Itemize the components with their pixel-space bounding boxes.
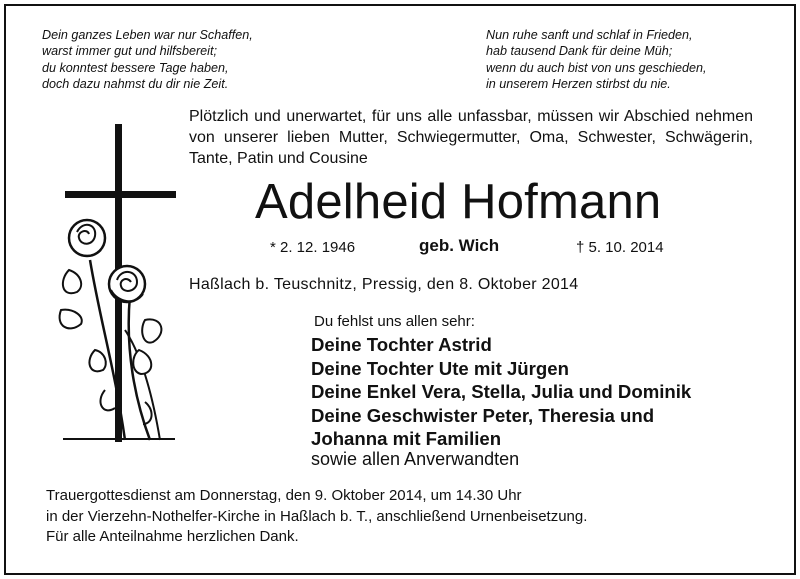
service-line: Trauergottesdienst am Donnerstag, den 9. Oktober 2014, um 14.30 Uhr: [46, 487, 522, 504]
poem-left: [42, 27, 253, 92]
mourner-line: Deine Tochter Ute mit Jürgen: [311, 357, 569, 379]
place-and-date: Haßlach b. Teuschnitz, Pressig, den 8. Oktober 2014: [189, 276, 579, 293]
death-date: † 5. 10. 2014: [576, 239, 664, 256]
poem-line: wenn du auch bist von uns geschieden,: [486, 60, 707, 75]
other-relatives: sowie allen Anverwandten: [311, 449, 520, 469]
poem-right: [486, 27, 707, 92]
poem-line: du konntest bessere Tage haben,: [42, 60, 229, 75]
thanks-line: Für alle Anteilnahme herzlichen Dank.: [46, 528, 299, 545]
service-line: in der Vierzehn-Nothelfer-Kirche in Haßlach b. T., anschließend Urnenbeisetzung.: [46, 507, 588, 525]
maiden-name: geb. Wich: [419, 236, 500, 255]
funeral-service-info: [46, 486, 587, 527]
poem-line: in unserem Herzen stirbst du nie.: [486, 76, 671, 91]
intro-text: Plötzlich und unerwartet, für uns alle unfassbar, müssen wir Abschied nehmen von unserer lieben Mutter, Schwiegermutter, Oma, Schwester, Schwägerin, Tante, Patin und Cousine: [189, 108, 753, 167]
mourner-line: Deine Tochter Astrid: [311, 334, 492, 355]
deceased-name: Adelheid Hofmann: [255, 175, 662, 229]
poem-line: Dein ganzes Leben war nur Schaffen,: [42, 28, 253, 42]
poem-line: Nun ruhe sanft und schlaf in Frieden,: [486, 28, 693, 42]
poem-line: hab tausend Dank für deine Müh;: [486, 44, 673, 59]
poem-line: doch dazu nahmst du dir nie Zeit.: [42, 76, 229, 91]
poem-line: warst immer gut und hilfsbereit;: [42, 44, 217, 59]
cross-with-roses-icon: [55, 120, 185, 455]
mourner-line: Deine Enkel Vera, Stella, Julia und Dominik: [311, 381, 692, 402]
mourner-line: Johanna mit Familien: [311, 428, 502, 449]
miss-line: Du fehlst uns allen sehr:: [314, 313, 475, 330]
mourner-line: Deine Geschwister Peter, Theresia und: [311, 404, 655, 426]
mourners-list: [311, 333, 691, 451]
birth-date: * 2. 12. 1946: [270, 239, 356, 256]
